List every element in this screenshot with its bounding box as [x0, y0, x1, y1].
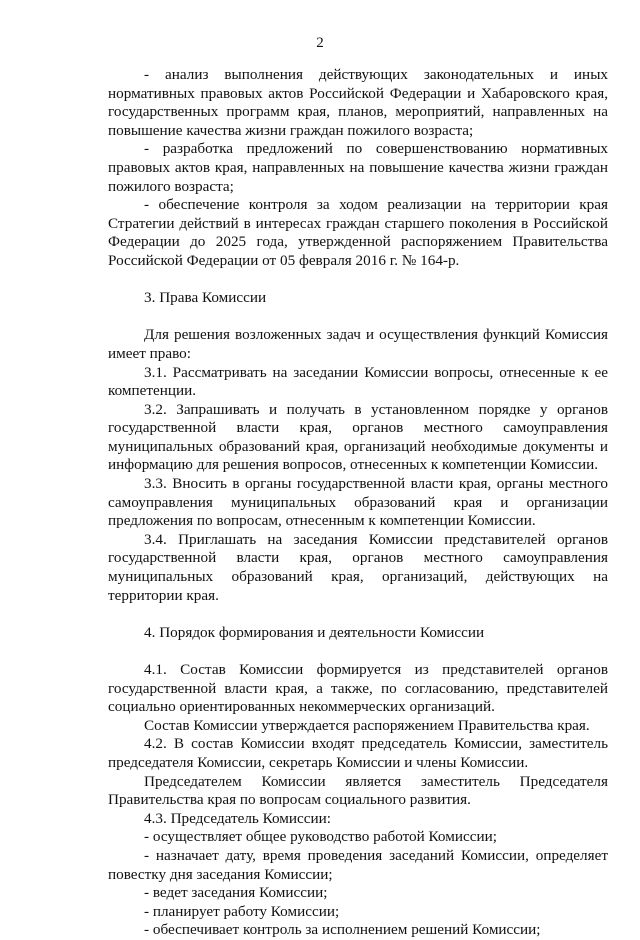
- paragraph: 3.4. Приглашать на заседания Комиссии представителей органов государственной власти края, органов местного самоуправления муниципальных образований края, организаций, действующих на территории края.: [108, 530, 608, 604]
- paragraph: - планирует работу Комиссии;: [144, 902, 340, 920]
- paragraph: Для решения возложенных задач и осуществления функций Комиссия имеет право:: [108, 326, 608, 362]
- paragraph: Состав Комиссии утверждается распоряжением Правительства края.: [144, 716, 590, 734]
- paragraph: - осуществляет общее руководство работой Комиссии;: [144, 828, 497, 846]
- paragraph: 4.2. В состав Комиссии входят председатель Комиссии, заместитель председателя Комиссии, секретарь Комиссии и члены Комиссии.: [108, 735, 608, 771]
- paragraph-spacer: [108, 642, 608, 661]
- paragraph-spacer: [108, 271, 608, 290]
- section-heading: 4. Порядок формирования и деятельности Комиссии: [144, 623, 485, 641]
- paragraph: 3.3. Вносить в органы государственной власти края, органы местного самоуправления муниципальных образований края и организации предложения по вопросам, отнесенным к компетенции Комиссии.: [108, 475, 608, 530]
- paragraph: 3.2. Запрашивать и получать в установленном порядке у органов государственной власти края, органов местного самоуправления муниципальных образований края, организаций необходимые документы и информацию для решения вопросов, отнесенных к компетенции Комиссии.: [108, 400, 608, 474]
- paragraph: 4.3. Председатель Комиссии:: [144, 809, 332, 827]
- paragraph: - назначает дату, время проведения заседаний Комиссии, определяет повестку дня заседания Комиссии;: [108, 846, 608, 883]
- paragraph: Председателем Комиссии является заместитель Председателя Правительства края по вопросам социального развития.: [108, 772, 608, 809]
- paragraph: - обеспечение контроля за ходом реализации на территории края Стратегии действий в интересах граждан старшего поколения в Российской Федерации до 2025 года, утвержденной распоряжением Правительства Российской Федерации от 05 февраля 2016 г. № 164-р.: [108, 196, 608, 269]
- paragraph-spacer: [108, 308, 608, 327]
- paragraph: - анализ выполнения действующих законодательных и иных нормативных правовых актов Российской Федерации и Хабаровского края, государственных программ края, планов, мероприятий, направленных на повышение качества жизни граждан пожилого возраста;: [108, 66, 608, 139]
- page-number: 2: [316, 35, 324, 51]
- paragraph: - обеспечивает контроль за исполнением решений Комиссии;: [144, 921, 541, 939]
- paragraph: - ведет заседания Комиссии;: [144, 884, 328, 902]
- paragraph: - разработка предложений по совершенствованию нормативных правовых актов края, направленных на повышение качества жизни граждан пожилого возраста;: [108, 140, 608, 195]
- paragraph: 4.1. Состав Комиссии формируется из представителей органов государственной власти края, а также, по согласованию, представителей социально ориентированных некоммерческих организаций.: [108, 661, 608, 716]
- document-body: [108, 66, 608, 940]
- paragraph-spacer: [108, 605, 608, 624]
- section-heading: 3. Права Комиссии: [144, 289, 267, 307]
- paragraph: 3.1. Рассматривать на заседании Комиссии вопросы, отнесенные к ее компетенции.: [108, 363, 608, 400]
